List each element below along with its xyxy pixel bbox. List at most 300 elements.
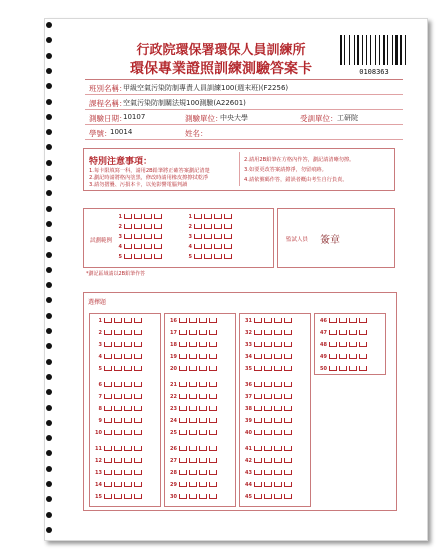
answer-bubble[interactable] (194, 244, 202, 249)
trial-row (184, 214, 234, 220)
answer-bubble[interactable] (254, 418, 262, 423)
answer-bubble[interactable] (154, 254, 162, 259)
answer-bubble[interactable] (284, 394, 292, 399)
answer-bubble[interactable] (199, 494, 207, 499)
answer-bubble[interactable] (124, 482, 132, 487)
answer-bubble[interactable] (254, 342, 262, 347)
proctor-label: 監試人員 (286, 237, 309, 243)
answer-bubble[interactable] (284, 482, 292, 487)
answer-bubble[interactable] (254, 394, 262, 399)
answer-bubble[interactable] (124, 494, 132, 499)
answer-bubble[interactable] (339, 342, 347, 347)
answer-bubble[interactable] (214, 244, 222, 249)
answer-bubble[interactable] (284, 342, 292, 347)
answer-bubble[interactable] (179, 458, 187, 463)
answer-row (169, 342, 219, 348)
answer-bubble[interactable] (254, 446, 262, 451)
answer-bubble[interactable] (209, 406, 217, 411)
answer-bubble[interactable] (264, 354, 272, 359)
answer-bubble[interactable] (104, 382, 112, 387)
proctor-signature: 簽章 (320, 235, 340, 246)
answer-bubble[interactable] (349, 318, 357, 323)
answer-bubble[interactable] (209, 342, 217, 347)
answer-bubble[interactable] (179, 446, 187, 451)
answer-bubble[interactable] (339, 354, 347, 359)
answer-bubble[interactable] (179, 318, 187, 323)
answer-bubble[interactable] (254, 494, 262, 499)
answer-bubble[interactable] (179, 430, 187, 435)
answer-bubble[interactable] (349, 366, 357, 371)
subject-label: 課程名稱： (89, 99, 127, 108)
answer-bubble[interactable] (264, 446, 272, 451)
barcode-bar (372, 35, 374, 65)
answer-bubble[interactable] (114, 458, 122, 463)
answer-bubble[interactable] (134, 214, 142, 219)
answer-bubble[interactable] (134, 244, 142, 249)
answer-row (319, 342, 369, 348)
answer-bubble[interactable] (124, 458, 132, 463)
question-number: 2 (98, 330, 102, 336)
answer-bubble[interactable] (189, 406, 197, 411)
answer-bubble[interactable] (104, 342, 112, 347)
answer-bubble[interactable] (274, 446, 282, 451)
answer-bubble[interactable] (104, 458, 112, 463)
answer-bubble[interactable] (114, 366, 122, 371)
answer-bubble[interactable] (284, 330, 292, 335)
answer-bubble[interactable] (189, 430, 197, 435)
answer-bubble[interactable] (274, 458, 282, 463)
answer-bubble[interactable] (104, 394, 112, 399)
answer-row (244, 330, 294, 336)
answer-row (94, 382, 144, 388)
answer-bubble[interactable] (199, 406, 207, 411)
answer-bubble[interactable] (199, 482, 207, 487)
answer-bubble[interactable] (204, 224, 212, 229)
answer-bubble[interactable] (214, 234, 222, 239)
answer-bubble[interactable] (114, 470, 122, 475)
answer-bubble[interactable] (274, 382, 282, 387)
answer-bubble[interactable] (189, 458, 197, 463)
answer-bubble[interactable] (199, 382, 207, 387)
binding-hole (46, 206, 52, 212)
answer-bubble[interactable] (274, 318, 282, 323)
answer-bubble[interactable] (209, 470, 217, 475)
answer-row (244, 366, 294, 372)
answer-bubble[interactable] (209, 458, 217, 463)
answer-bubble[interactable] (254, 318, 262, 323)
answer-bubble[interactable] (209, 482, 217, 487)
answer-bubble[interactable] (254, 382, 262, 387)
barcode-bar (400, 35, 402, 65)
answer-bubble[interactable] (134, 470, 142, 475)
answer-bubble[interactable] (144, 244, 152, 249)
question-number: 4 (188, 244, 192, 250)
answer-bubble[interactable] (284, 470, 292, 475)
answer-bubble[interactable] (339, 330, 347, 335)
answer-bubble[interactable] (189, 382, 197, 387)
answer-bubble[interactable] (189, 342, 197, 347)
question-number: 6 (98, 382, 102, 388)
answer-bubble[interactable] (264, 342, 272, 347)
exam-unit-label: 測驗單位： (185, 114, 223, 123)
answer-bubble[interactable] (199, 366, 207, 371)
answer-bubble[interactable] (104, 406, 112, 411)
answer-bubble[interactable] (179, 354, 187, 359)
notice-box (83, 148, 395, 191)
answer-bubble[interactable] (224, 224, 232, 229)
answer-bubble[interactable] (329, 330, 337, 335)
answer-bubble[interactable] (199, 418, 207, 423)
answer-bubble[interactable] (274, 406, 282, 411)
answer-bubble[interactable] (104, 430, 112, 435)
answer-bubble[interactable] (134, 494, 142, 499)
barcode-bar (354, 35, 355, 65)
answer-bubble[interactable] (134, 394, 142, 399)
answer-bubble[interactable] (264, 406, 272, 411)
barcode-bar (406, 35, 408, 65)
answer-bubble[interactable] (284, 494, 292, 499)
answer-bubble[interactable] (199, 318, 207, 323)
question-number: 4 (98, 354, 102, 360)
answer-bubble[interactable] (274, 354, 282, 359)
answer-bubble[interactable] (209, 494, 217, 499)
answer-bubble[interactable] (329, 366, 337, 371)
answer-bubble[interactable] (329, 318, 337, 323)
answer-bubble[interactable] (114, 482, 122, 487)
answer-bubble[interactable] (214, 214, 222, 219)
answer-row (94, 394, 144, 400)
answer-bubble[interactable] (339, 318, 347, 323)
answer-row (94, 430, 144, 436)
answer-bubble[interactable] (124, 446, 132, 451)
answer-bubble[interactable] (114, 354, 122, 359)
question-number: 37 (245, 394, 252, 400)
answer-bubble[interactable] (329, 342, 337, 347)
question-number: 5 (118, 254, 122, 260)
answer-bubble[interactable] (264, 330, 272, 335)
exam-date-value: 10107 (123, 113, 146, 121)
answer-bubble[interactable] (154, 244, 162, 249)
answer-bubble[interactable] (144, 224, 152, 229)
trial-label: 試劃範例 (90, 238, 113, 244)
answer-bubble[interactable] (359, 330, 367, 335)
answer-bubble[interactable] (209, 318, 217, 323)
answer-bubble[interactable] (134, 224, 142, 229)
answer-bubble[interactable] (199, 446, 207, 451)
answer-bubble[interactable] (179, 382, 187, 387)
answer-bubble[interactable] (124, 470, 132, 475)
answer-bubble[interactable] (104, 482, 112, 487)
answer-bubble[interactable] (114, 342, 122, 347)
answer-bubble[interactable] (189, 330, 197, 335)
answer-bubble[interactable] (209, 446, 217, 451)
answer-bubble[interactable] (179, 494, 187, 499)
answer-bubble[interactable] (124, 382, 132, 387)
answer-bubble[interactable] (254, 366, 262, 371)
answer-bubble[interactable] (264, 458, 272, 463)
answer-bubble[interactable] (284, 354, 292, 359)
question-number: 5 (98, 366, 102, 372)
answer-bubble[interactable] (189, 470, 197, 475)
barcode-bar (392, 35, 393, 65)
answer-bubble[interactable] (114, 418, 122, 423)
answer-bubble[interactable] (114, 382, 122, 387)
answer-bubble[interactable] (194, 234, 202, 239)
binding-hole (46, 359, 52, 365)
answer-bubble[interactable] (359, 342, 367, 347)
answer-bubble[interactable] (114, 430, 122, 435)
answer-bubble[interactable] (144, 234, 152, 239)
answer-bubble[interactable] (154, 234, 162, 239)
question-number: 38 (245, 406, 252, 412)
answer-bubble[interactable] (124, 330, 132, 335)
answer-bubble[interactable] (209, 418, 217, 423)
answer-bubble[interactable] (179, 366, 187, 371)
answer-row (169, 458, 219, 464)
answer-bubble[interactable] (104, 446, 112, 451)
answer-bubble[interactable] (209, 394, 217, 399)
answer-bubble[interactable] (199, 394, 207, 399)
answer-bubble[interactable] (179, 394, 187, 399)
answer-bubble[interactable] (349, 330, 357, 335)
answer-bubble[interactable] (144, 214, 152, 219)
answer-bubble[interactable] (179, 406, 187, 411)
answer-bubble[interactable] (104, 418, 112, 423)
answer-bubble[interactable] (124, 406, 132, 411)
answer-bubble[interactable] (124, 342, 132, 347)
answer-bubble[interactable] (134, 482, 142, 487)
answer-bubble[interactable] (274, 470, 282, 475)
answer-bubble[interactable] (124, 354, 132, 359)
answer-bubble[interactable] (189, 394, 197, 399)
answer-bubble[interactable] (134, 446, 142, 451)
question-number: 13 (95, 470, 102, 476)
answer-bubble[interactable] (264, 366, 272, 371)
answer-bubble[interactable] (264, 494, 272, 499)
answer-bubble[interactable] (209, 354, 217, 359)
answer-bubble[interactable] (104, 366, 112, 371)
notice-divider (239, 152, 240, 186)
answer-bubble[interactable] (274, 430, 282, 435)
question-number: 41 (245, 446, 252, 452)
barcode-bar (362, 35, 363, 65)
answer-bubble[interactable] (254, 406, 262, 411)
answer-bubble[interactable] (189, 318, 197, 323)
answer-bubble[interactable] (189, 366, 197, 371)
answer-bubble[interactable] (284, 430, 292, 435)
answer-bubble[interactable] (199, 430, 207, 435)
answer-bubble[interactable] (189, 482, 197, 487)
barcode-number: 0108363 (359, 68, 389, 76)
name-label: 姓名： (185, 129, 208, 138)
answer-bubble[interactable] (284, 406, 292, 411)
question-number: 35 (245, 366, 252, 372)
question-number: 16 (170, 318, 177, 324)
answer-bubble[interactable] (209, 430, 217, 435)
answer-bubble[interactable] (124, 394, 132, 399)
answer-bubble[interactable] (204, 234, 212, 239)
training-unit-label: 受訓單位： (300, 114, 338, 123)
student-id-value: 10014 (110, 128, 133, 136)
question-number: 3 (98, 342, 102, 348)
binding-hole (46, 114, 52, 120)
answer-bubble[interactable] (349, 354, 357, 359)
trial-row (114, 224, 164, 230)
info-row-student (85, 125, 403, 140)
answer-bubble[interactable] (134, 382, 142, 387)
answer-bubble[interactable] (349, 342, 357, 347)
answer-bubble[interactable] (134, 330, 142, 335)
answer-bubble[interactable] (254, 354, 262, 359)
answer-bubble[interactable] (124, 318, 132, 323)
answer-bubble[interactable] (204, 254, 212, 259)
answer-bubble[interactable] (359, 318, 367, 323)
answer-bubble[interactable] (284, 418, 292, 423)
answer-bubble[interactable] (179, 418, 187, 423)
binding-hole (46, 420, 52, 426)
answer-bubble[interactable] (359, 354, 367, 359)
answer-bubble[interactable] (179, 342, 187, 347)
answer-row (94, 318, 144, 324)
question-number: 8 (98, 406, 102, 412)
barcode-bar (366, 35, 368, 65)
answer-bubble[interactable] (254, 330, 262, 335)
answer-bubble[interactable] (179, 482, 187, 487)
answer-row (319, 330, 369, 336)
answer-bubble[interactable] (114, 318, 122, 323)
answer-bubble[interactable] (284, 458, 292, 463)
answer-bubble[interactable] (284, 366, 292, 371)
answer-bubble[interactable] (104, 470, 112, 475)
question-number: 34 (245, 354, 252, 360)
answer-bubble[interactable] (134, 406, 142, 411)
answer-bubble[interactable] (124, 224, 132, 229)
answer-bubble[interactable] (264, 418, 272, 423)
answer-bubble[interactable] (264, 394, 272, 399)
answer-bubble[interactable] (199, 354, 207, 359)
answer-row (244, 318, 294, 324)
answer-bubble[interactable] (124, 244, 132, 249)
answer-bubble[interactable] (114, 330, 122, 335)
question-number: 25 (170, 430, 177, 436)
answer-bubble[interactable] (274, 342, 282, 347)
answer-bubble[interactable] (274, 394, 282, 399)
answer-bubble[interactable] (194, 214, 202, 219)
answer-bubble[interactable] (264, 318, 272, 323)
subject-value: 空氣污染防制關法規100測驗(A22601) (123, 99, 246, 107)
answer-bubble[interactable] (204, 214, 212, 219)
answer-bubble[interactable] (209, 382, 217, 387)
answer-bubble[interactable] (124, 254, 132, 259)
answer-bubble[interactable] (199, 470, 207, 475)
answer-bubble[interactable] (134, 418, 142, 423)
question-number: 36 (245, 382, 252, 388)
answer-bubble[interactable] (134, 366, 142, 371)
answer-bubble[interactable] (284, 318, 292, 323)
answer-bubble[interactable] (124, 418, 132, 423)
answer-bubble[interactable] (254, 458, 262, 463)
question-number: 17 (170, 330, 177, 336)
answer-bubble[interactable] (124, 366, 132, 371)
answer-bubble[interactable] (154, 214, 162, 219)
answer-bubble[interactable] (104, 494, 112, 499)
answer-bubble[interactable] (179, 470, 187, 475)
answer-bubble[interactable] (114, 446, 122, 451)
answer-bubble[interactable] (264, 470, 272, 475)
answer-bubble[interactable] (274, 494, 282, 499)
answer-bubble[interactable] (114, 494, 122, 499)
answer-bubble[interactable] (264, 382, 272, 387)
answer-bubble[interactable] (114, 394, 122, 399)
answer-bubble[interactable] (179, 330, 187, 335)
answer-bubble[interactable] (199, 342, 207, 347)
answer-bubble[interactable] (274, 366, 282, 371)
answer-bubble[interactable] (154, 224, 162, 229)
answer-bubble[interactable] (274, 482, 282, 487)
answer-bubble[interactable] (124, 214, 132, 219)
answer-bubble[interactable] (224, 234, 232, 239)
answer-row (169, 470, 219, 476)
answer-bubble[interactable] (214, 224, 222, 229)
answer-bubble[interactable] (199, 458, 207, 463)
answer-bubble[interactable] (209, 366, 217, 371)
answer-row (169, 382, 219, 388)
answer-bubble[interactable] (104, 354, 112, 359)
answer-bubble[interactable] (189, 446, 197, 451)
answer-bubble[interactable] (284, 382, 292, 387)
answer-bubble[interactable] (329, 354, 337, 359)
answer-bubble[interactable] (199, 330, 207, 335)
answer-bubble[interactable] (339, 366, 347, 371)
answer-bubble[interactable] (224, 254, 232, 259)
answer-bubble[interactable] (254, 470, 262, 475)
answer-bubble[interactable] (104, 318, 112, 323)
answer-bubble[interactable] (194, 224, 202, 229)
answer-bubble[interactable] (134, 430, 142, 435)
answer-bubble[interactable] (104, 330, 112, 335)
answer-bubble[interactable] (124, 234, 132, 239)
answer-bubble[interactable] (264, 430, 272, 435)
answer-bubble[interactable] (124, 430, 132, 435)
answer-bubble[interactable] (284, 446, 292, 451)
answer-bubble[interactable] (224, 214, 232, 219)
answer-bubble[interactable] (214, 254, 222, 259)
answer-bubble[interactable] (359, 366, 367, 371)
notice-item-left-2: 2.劃記時請將格內塗黑，修改時請用橡皮擦擦拭乾淨 (89, 175, 209, 181)
answer-bubble[interactable] (134, 342, 142, 347)
answer-bubble[interactable] (264, 482, 272, 487)
answer-bubble[interactable] (274, 418, 282, 423)
answer-bubble[interactable] (134, 354, 142, 359)
answer-bubble[interactable] (189, 354, 197, 359)
answer-bubble[interactable] (134, 318, 142, 323)
answer-bubble[interactable] (189, 494, 197, 499)
answer-bubble[interactable] (254, 482, 262, 487)
answer-bubble[interactable] (274, 330, 282, 335)
answer-bubble[interactable] (194, 254, 202, 259)
answer-bubble[interactable] (224, 244, 232, 249)
answer-bubble[interactable] (204, 244, 212, 249)
answer-bubble[interactable] (134, 234, 142, 239)
binding-hole (46, 190, 52, 196)
answer-bubble[interactable] (134, 458, 142, 463)
answer-bubble[interactable] (189, 418, 197, 423)
answer-bubble[interactable] (254, 430, 262, 435)
answer-bubble[interactable] (144, 254, 152, 259)
answer-bubble[interactable] (209, 330, 217, 335)
answer-bubble[interactable] (134, 254, 142, 259)
answer-bubble[interactable] (114, 406, 122, 411)
